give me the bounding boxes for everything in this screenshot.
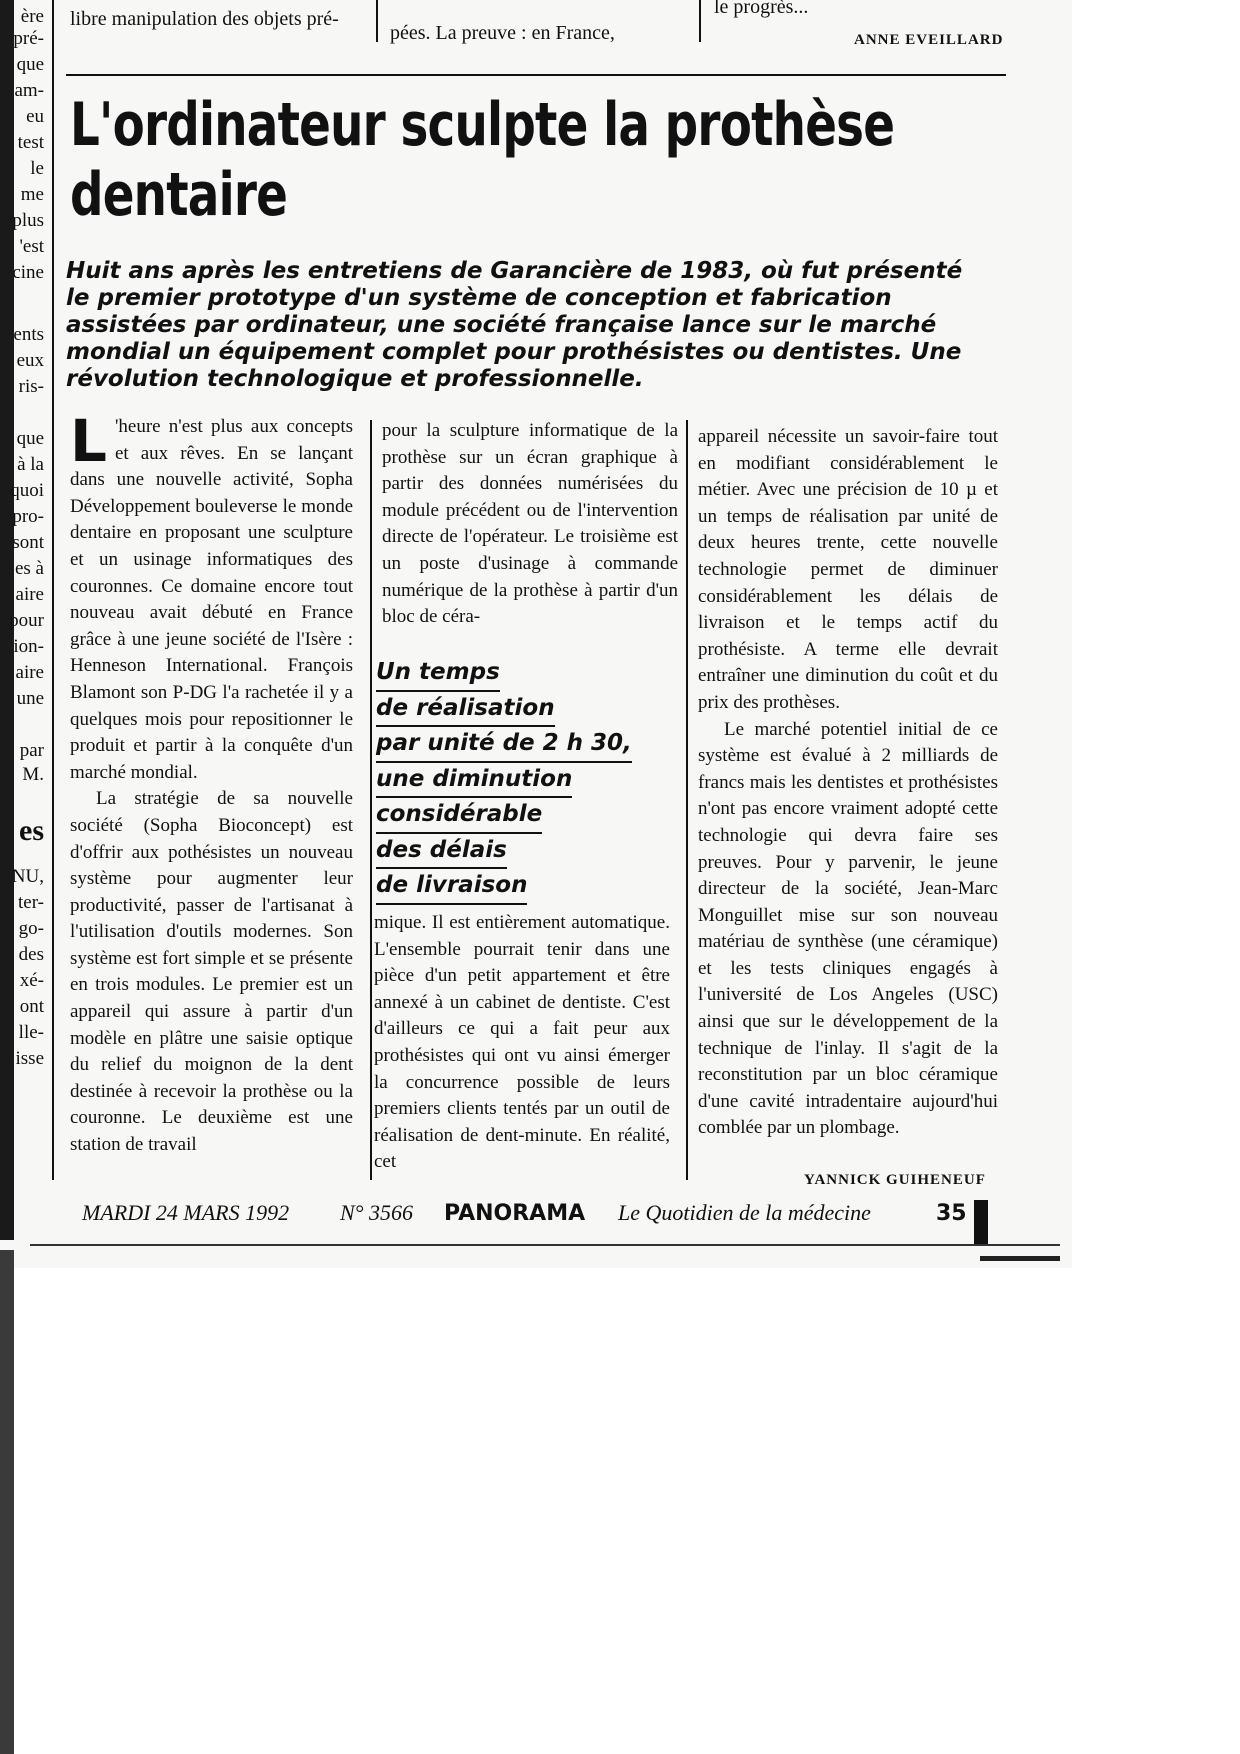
pull-quote-line: Un temps [376,656,500,692]
pull-quote-line: par unité de 2 h 30, [376,727,632,763]
article-deck: Huit ans après les entretiens de Garancière de 1983, où fut présenté le premier prototype d'un système de conception et fabrication assistées par ordinateur, une société française lance sur le marché mondial un équipement complet pour prothésistes ou dentistes. Une révolution technologique et professionnelle. [66,258,963,392]
column-rule [376,0,378,42]
footer-date: MARDI 24 MARS 1992 [82,1200,290,1225]
column-rule [686,420,688,1180]
left-fragment-text: ère [20,6,44,27]
left-fragment-text: quoi [10,480,44,501]
col3-paragraph-2: Le marché potentiel initial de ce système est évalué à 2 milliards de francs mais les dentistes et prothésistes n'ont pas encore vraiment adopté cette technologie qui devra faire ses preuves. Pour y parvenir, le jeune directeur de la société, Jean-Marc Monguillet mise sur son nouveau matériau de synthèse (une céramique) et les tests cliniques engagés à l'université de Los Angeles (USC) ainsi que sur le développement de la technique de l'inlay. Il s'agit de la reconstitution par un bloc céramique d'une cavité intradentaire aujourd'hui comblée par un plombage. [698,718,998,1139]
left-fragment-text: am- [14,80,44,101]
footer-mark [980,1256,1060,1261]
left-fragment-text: go- [18,918,44,939]
page-corner-mark [974,1200,988,1246]
col3-paragraph-1: appareil nécessite un savoir-faire tout en modifiant considérablement le métier. Avec une précision de 10 µ et un temps de réalisation par unité de deux heures trente, cette nouvelle technologie permet de diminuer considérablement les délais de livraison et le temps actif du prothésiste. A terme elle devrait entraîner une diminution du coût et du prix des prothèses. [698,426,998,713]
left-fragment-text: ion- [13,636,44,657]
col2-paragraph-top: pour la sculpture informatique de la prothèse sur un écran graphique à partir des données numérisées du module précédent ou de l'intervention directe de l'opérateur. Le troisième est un poste d'usinage à commande numérique de la prothèse à partir d'un bloc de céra- [382,420,678,628]
byline: YANNICK GUIHENEUF [804,1172,986,1188]
article-column-3 [698,424,998,1142]
left-fragment-text: xé- [19,970,44,991]
left-fragment-text: eu [26,106,44,127]
left-fragment-text: test [17,132,44,153]
article-column-1 [70,407,353,1159]
left-fragment-text: que [16,428,44,449]
pull-quote-line: une diminution [376,763,572,799]
left-fragment-text: le [30,158,44,179]
left-fragment-text: pro- [12,506,44,527]
top-fragment-col1: libre manipulation des objets pré- [70,8,339,30]
left-fragment-text: aire [15,662,44,683]
left-fragment-text: ris- [18,376,44,397]
footer-section: PANORAMA [444,1201,586,1226]
pull-quote-line: considérable [376,798,542,834]
left-fragment-text: pour [9,610,44,631]
scan-edge-left-lower [0,1250,14,1754]
left-fragment-text: eux [16,350,44,371]
left-fragment-text: me [20,184,44,205]
left-fragment-text: lle- [18,1022,44,1043]
drop-cap: L [70,407,107,475]
left-fragment-text: cine [12,262,44,283]
pull-quote [376,656,676,905]
headline-line-2: dentaire [70,160,288,230]
article-column-2-bottom [374,910,670,1176]
left-fragment-text: aire [15,584,44,605]
section-divider [66,74,1006,76]
footer-page-number: 35 [936,1201,967,1226]
left-fragment-text: es [19,814,44,847]
left-fragment-text: des [18,944,44,965]
left-fragment-text: M. [22,764,44,785]
col2-paragraph-bottom: mique. Il est entièrement automatique. L'ensemble pourrait tenir dans une pièce d'un petit appartement et être annexé à un cabinet de dentiste. C'est d'ailleurs ce qui a fait peur aux prothésistes qui ont vu ainsi émerger la concurrence possible de leurs premiers clients tentés par un outil de réalisation de dent-minute. En réalité, cet [374,912,670,1173]
left-fragment-text: isse [15,1048,44,1069]
left-fragment-text: 'est [19,236,44,257]
left-fragment-text: pré- [13,28,44,49]
left-fragment-text: que [16,54,44,75]
left-fragment-text: ter- [18,892,44,913]
left-fragment-text: NU, [11,866,44,887]
column-rule [370,420,372,1180]
left-fragment-text: à la [17,454,44,475]
pull-quote-line: des délais [376,834,507,870]
col1-paragraph-1: 'heure n'est plus aux concepts et aux rêves. En se lançant dans une nouvelle activité, Sopha Développement bouleverse le monde dentaire en proposant une sculpture et un usinage informatiques des couronnes. Ce domaine encore tout nouveau avait débuté en France grâce à une jeune société de l'Isère : Henneson International. François Blamont son P-DG l'a rachetée il y a quelques mois pour repositionner le produit et partir à la conquête d'un marché mondial. [70,416,353,783]
top-fragment-col2: pées. La preuve : en France, [390,22,615,44]
footer-issue: N° 3566 [340,1200,413,1225]
footer-publication: Le Quotidien de la médecine [618,1200,871,1225]
left-fragment-text: ont [19,996,44,1017]
left-fragment-text: ents [13,324,44,345]
footer-rule [30,1244,1060,1246]
article-headline [70,90,951,230]
signature-top: ANNE EVEILLARD [854,32,1004,48]
pull-quote-line: de réalisation [376,692,555,728]
column-rule [699,0,701,42]
left-fragment-text: es à [14,558,44,579]
left-fragment-text: sont [12,532,44,553]
pull-quote-line: de livraison [376,869,527,905]
col1-paragraph-2: La stratégie de sa nouvelle société (Sopha Bioconcept) est d'offrir aux pothésistes un nouveau système pour augmenter leur productivité, passer de l'artisanat à l'utilisation d'outils modernes. Son système est fort simple et se présente en trois modules. Le premier est un appareil qui assure à partir d'un modèle en plâtre une saisie optique du relief du moignon de la dent destinée à recevoir la prothèse ou la couronne. Le deuxième est une station de travail [70,788,353,1156]
headline-line-1: L'ordinateur sculpte la prothèse [70,90,895,160]
left-column-fragments [9,0,44,1180]
article-column-2-top [382,418,678,631]
left-column-rule [52,0,54,1180]
top-fragment-col3: le progrès... [714,0,809,18]
left-fragment-text: par [19,740,44,761]
left-fragment-text: une [16,688,44,709]
left-fragment-text: plus [12,210,44,231]
